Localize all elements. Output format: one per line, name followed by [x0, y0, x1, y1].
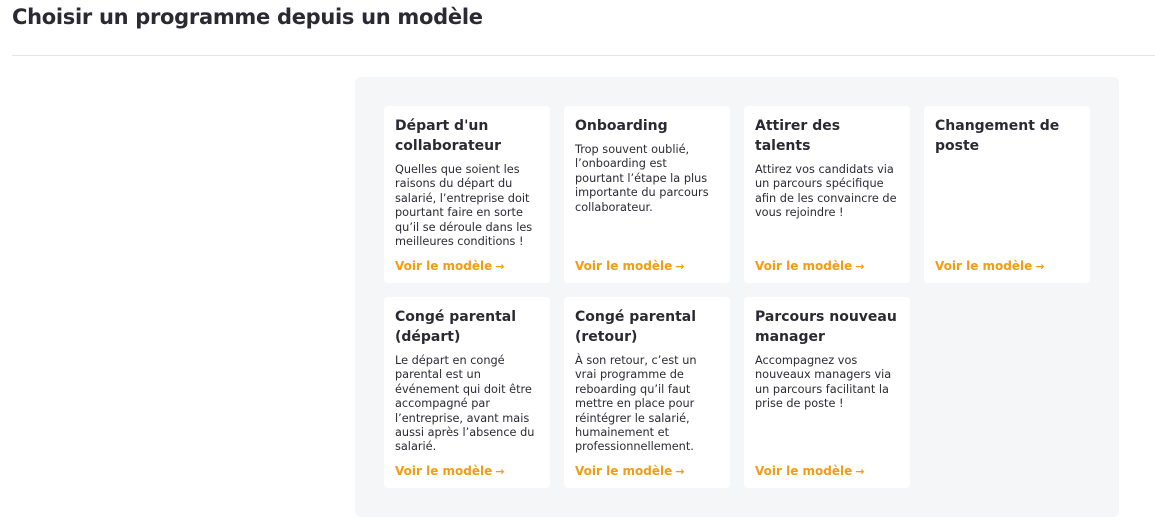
- arrow-right-icon: →: [675, 260, 685, 273]
- view-template-link[interactable]: [395, 464, 504, 478]
- templates-panel: [355, 77, 1119, 517]
- template-card-depart[interactable]: [384, 106, 550, 283]
- arrow-right-icon: →: [855, 465, 865, 478]
- card-description: À son retour, c’est un vrai programme de reboarding qu’il faut mettre en place pour réintégrer le salarié, humainement et professionnellement.: [575, 354, 697, 454]
- card-title: Attirer des talents: [755, 118, 841, 154]
- link-label: Voir le modèle: [395, 259, 493, 273]
- card-title: Congé parental (départ): [395, 309, 517, 345]
- view-template-link[interactable]: [755, 464, 864, 478]
- card-description: Accompagnez vos nouveaux managers via un parcours facilitant la prise de poste !: [755, 354, 892, 411]
- arrow-right-icon: →: [675, 465, 685, 478]
- card-title: Départ d'un collaborateur: [395, 118, 502, 154]
- view-template-link[interactable]: [935, 259, 1044, 273]
- template-card-conge-retour[interactable]: [564, 297, 730, 488]
- link-label: Voir le modèle: [755, 259, 853, 273]
- card-description: Attirez vos candidats via un parcours spécifique afin de les convaincre de vous rejoindre !: [755, 163, 897, 220]
- template-card-changement-poste[interactable]: [924, 106, 1090, 283]
- card-title: Changement de poste: [935, 118, 1060, 154]
- arrow-right-icon: →: [855, 260, 865, 273]
- arrow-right-icon: →: [495, 260, 505, 273]
- card-title: Congé parental (retour): [575, 309, 697, 345]
- arrow-right-icon: →: [1035, 260, 1045, 273]
- template-card-onboarding[interactable]: [564, 106, 730, 283]
- view-template-link[interactable]: [755, 259, 864, 273]
- page-title: Choisir un programme depuis un modèle: [12, 5, 483, 29]
- view-template-link[interactable]: [395, 259, 504, 273]
- link-label: Voir le modèle: [395, 464, 493, 478]
- arrow-right-icon: →: [495, 465, 505, 478]
- view-template-link[interactable]: [575, 259, 684, 273]
- card-description: Quelles que soient les raisons du départ du salarié, l’entreprise doit pourtant faire en sorte qu’il se déroule dans les meilleures conditions !: [395, 163, 533, 249]
- card-description: Trop souvent oublié, l’onboarding est pourtant l’étape la plus importante du parcours collaborateur.: [575, 143, 709, 214]
- link-label: Voir le modèle: [755, 464, 853, 478]
- template-card-conge-depart[interactable]: [384, 297, 550, 488]
- card-title: Parcours nouveau manager: [755, 309, 897, 345]
- link-label: Voir le modèle: [575, 259, 673, 273]
- view-template-link[interactable]: [575, 464, 684, 478]
- link-label: Voir le modèle: [935, 259, 1033, 273]
- link-label: Voir le modèle: [575, 464, 673, 478]
- template-card-nouveau-manager[interactable]: [744, 297, 910, 488]
- card-description: Le départ en congé parental est un événement qui doit être accompagné par l’entreprise, avant mais aussi après l’absence du salarié.: [395, 354, 535, 454]
- card-title: Onboarding: [575, 118, 668, 134]
- template-card-talents[interactable]: [744, 106, 910, 283]
- header-divider: [12, 55, 1155, 56]
